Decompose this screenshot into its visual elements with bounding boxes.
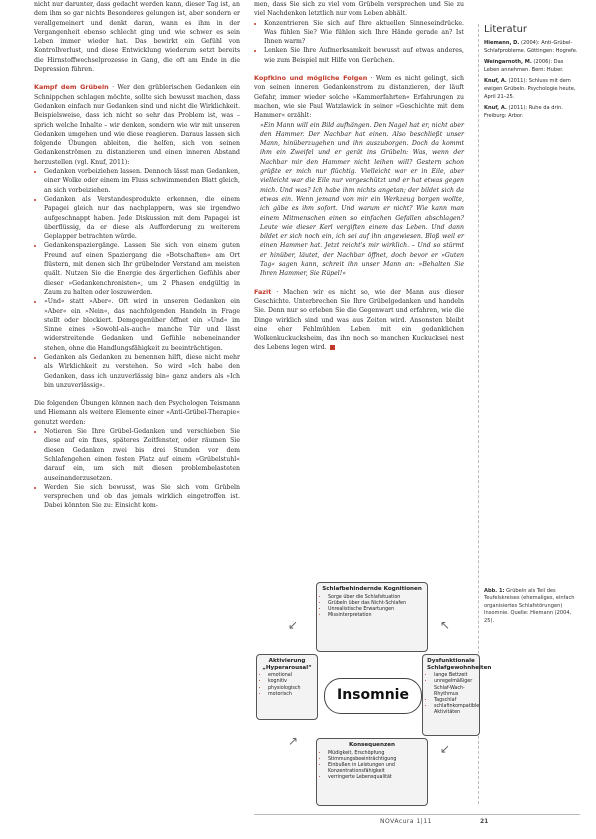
list-item: • Gedanken vorbeiziehen lassen. Dennoch lässt man Gedanken, einer Wolke oder einem im Fluss schwimmenden Blatt gleich, an sich vorbeiziehen.: [44, 167, 240, 195]
arrow-icon: ↙: [440, 742, 451, 756]
list-item: • Lenken Sie Ihre Aufmerksamkeit bewusst auf etwas anderes, wie zum Beispiel mit Hilfe von Gerüchen.: [264, 46, 464, 65]
end-square-icon: [330, 345, 335, 350]
list-item: • Gedanken als Gedanken zu benennen hilft, diese nicht mehr als Wirklichkeit zu verstehen. So wird »Ich habe den Gedanken, dass ich unzuverlässig bin« ganz anders als »Ich bin unzuverlässig«.: [44, 353, 240, 390]
paragraph-intro: nicht nur darunter, dass gedacht werden kann, dieser Tag ist, an dem ihm so gar nichts Besonderes gelungen ist, aber sondern er verallgemeinert und denkt daran, wann es ihm in der Vergangenheit ebenso schlecht ging und wie schwer es sein Leben immer wieder hat. Das bewirkt ein Gefühl von Kontrollverlust, und diese Entwicklung wiederum setzt bereits die Hirnstoffwechselprozesse in Gang, die oft am Ende in die Depression führen.: [34, 1, 240, 74]
section-lead-kopfkino: Kopfkino und mögliche Folgen: [254, 74, 368, 83]
column-sidebar: [484, 0, 580, 124]
box-schlafgewohnheiten: Dysfunktionale Schlafgewohnheiten • lange Bettzeit • unregelmäßiger Schlaf-Wach-Rhythmus • Tagschlaf • schlafinkompatible Aktivitäten: [422, 654, 480, 736]
hammer-quote: »Ein Mann will ein Bild aufhängen. Den Nagel hat er, nicht aber den Hammer. Der Nachbar hat einen. Also beschließt unser Mann, hinüberzugehen und ihn auszuborgen. Doch da kommt ihm ein Zweifel und er gerät ins Grübeln: Was, wenn der Nachbar mir den Hammer nicht leihen will? Gestern schon grüßte er mich nur flüchtig. Vielleicht war er in Eile, aber vielleicht war die Eile nur vorgeschützt und er hat etwas gegen mich. Und was? Ich habe ihm nichts angetan; der bildet sich da etwas ein. Wenn jemand von mir ein Werkzeug borgen wollte, ich gäbe es ihm sofort. Und warum er nicht? Wie kann man einem Mitmenschen einen so einfachen Gefallen abschlagen? Leute wie dieser Kerl vergiften einem das Leben. Und dann bildet er sich noch ein, ich sei auf ihn angewiesen. Bloß weil er einen Hammer hat. Jetzt reicht's mir wirklich. – Und so stürmt er hinüber, läutet, der Nachbar öffnet, doch bevor er »Guten Tag« sagen kann, schreit ihn unser Mann an: »Behalten Sie Ihren Hammer, Sie Rüpel!«: [260, 121, 464, 278]
section-text-kampf: · Wer den grüblerischen Gedanken ein Schnippchen schlagen möchte, sollte sich bewusst machen, dass Gedanken einfach nur Gedanken sind und nicht die Wirklichkeit. Beispielsweise, dass ich nicht so sehr das Problem ist, was – sprich welche Inhalte – wir denken, sondern wie wir mit unseren Gedanken umgehen und wie diese reagieren. Daraus lassen sich folgende Übungen ableiten, die helfen, sich von seinen Gedankenströmen zu distanzieren und einen inneren Abstand herzustellen (vgl. Knuf, 2011):: [34, 84, 240, 166]
list-item: • Konzentrieren Sie sich auf Ihre aktuellen Sinneseindrücke. Was fühlen Sie? Wie fühlen sich Ihre Hände gerade an? Ist Ihnen warm?: [264, 19, 464, 47]
literatur-heading: Literatur: [484, 24, 528, 35]
paragraph-kopfkino: [254, 74, 464, 120]
footer-rule: [254, 814, 580, 815]
exercise-list: [34, 167, 240, 390]
paragraph-continued: men, dass Sie sich zu viel vom Grübeln versprechen und Sie zu viel Nachdenken letztlich nur vom Leben abhält.: [254, 1, 464, 18]
paragraph-fazit: [254, 288, 464, 353]
section-text-fazit: · Machen wir es nicht so, wie der Mann aus dieser Geschichte. Unterbrechen Sie Ihre Grübelgedanken und handeln Sie. Denn nur so erleben Sie die Gegenwart und erfahren, wie die Dinge wirklich sind und was aus Zeiten wird. Ansonsten bleibt eine eher Fehlmühlen Leben mit ein gedanklichen Wolkenkuckucksheim, das ihn noch so manchen Kuckucksei nest des Lebens legen wird.: [254, 288, 464, 352]
arrow-icon: ↖: [440, 618, 451, 632]
reference-item: Weingarnoth, M. (2006): Das Leben annehmen. Bern: Huber.: [484, 59, 564, 73]
arrow-icon: ↙: [288, 618, 299, 632]
list-item: • »Und« statt »Aber«. Oft wird in unseren Gedanken ein »Aber« ein »Nein«, das nachfolgenden Handeln in Frage stellt oder blockiert. Demgegenüber öffnet ein »Und« im Sinne eines »Sowohl-als-auch« manche Tür und lässt widerstreitende Gedanken und Gefühle nebeneinander stehen, ohne die Handlungsfähigkeit zu beeinträchtigen.: [44, 297, 240, 353]
reference-item: Knuf, A. (2011): Ruhe da drin. Freiburg: Arbor.: [484, 105, 563, 119]
section-lead-kampf: Kampf dem Grübeln: [34, 83, 109, 92]
paragraph-outro: Die folgenden Übungen können nach den Psychologen Teismann und Hiemann als weitere Elemente einer »Anti-Grübel-Therapie« genutzt werden:: [34, 400, 240, 426]
page-number: 21: [480, 818, 489, 825]
box-konsequenzen: Konsequenzen • Müdigkeit, Erschöpfung • Stimmungsbeeinträchtigung • Einbußen in Leistungen und Konzentrationsfähigkeit • verringerte Lebensqualität: [316, 738, 428, 806]
sense-list: [254, 19, 464, 65]
list-item: • Gedanken als Verstandesprodukte erkennen, die einem Papagei gleich nur das nachplappern, was sie irgendwo aufgeschnappt haben. Jede Diskussion mit dem Papagei ist überflüssig, da er diese als Aufforderung zu weiterem Geplapper betrachten würde.: [44, 195, 240, 241]
insomnie-center: Insomnie: [324, 678, 422, 714]
column-left: [34, 0, 240, 511]
section-text-kopfkino: · Wem es nicht gelingt, sich von seinen inneren Gedankenstrom zu distanzieren, der läuft Gefahr, immer wieder solche »Kammerfahrten« Erfahrungen zu machen, wie sie Paul Watzlawick in seiner »Geschichte mit dem Hammer« erzählt:: [254, 75, 464, 120]
box-kognitionen: Schlafbehindernde Kognitionen • Sorge über die Schlafsituation • Grübeln über das Nicht-Schlafen • Unrealistische Erwartungen • Missinterpretation: [316, 582, 428, 652]
reference-item: Knuf, A. (2011): Schluss mit dem ewigen Grübeln. Psychologie heute, April 21–25.: [484, 78, 576, 100]
exercise-list-2: [34, 427, 240, 511]
column-middle: [254, 0, 464, 353]
reference-item: Hiemann, D. (2004): Anti-Grübel-Schlafprobleme. Göttingen: Hogrefe.: [484, 40, 578, 54]
figure-caption: Abb. 1: Grübeln als Teil des Teufelskreises (ehemaliges, einfach organisiertes Schlafstörungen) Insomnie. Quelle: Hiemann (2004, 25).: [484, 588, 575, 624]
arrow-icon: ↗: [288, 734, 299, 748]
section-lead-fazit: Fazit: [254, 287, 272, 296]
list-item: • Werden Sie sich bewusst, was Sie sich vom Grübeln versprechen und ob das jemals wirklich eingetroffen ist. Dabei könnten Sie zu: Einsicht kom-: [44, 483, 240, 511]
box-aktivierung: Aktivierung „Hyperarousal“ • emotional • kognitiv • physiologisch • motorisch: [256, 654, 318, 720]
paragraph-kampf: [34, 83, 240, 167]
magazine-name: NOVAcura 1|11: [380, 818, 432, 825]
list-item: • Notieren Sie Ihre Grübel-Gedanken und verschieben Sie diese auf ein fixes, späteres Zeitfenster, oder räumen Sie diesen Gedanken zwei bis drei Stunden vor dem Schlafengehen einen festen Platz auf einem »Grübelstuhl« darauf ein, um sich mit diesen problembelasteten auseinanderzusetzen.: [44, 427, 240, 483]
list-item: • Gedankenspaziergänge. Lassen Sie sich von einem guten Freund auf einen Spaziergang die »Botschaften« am Ort flüstern, mit denen sich Ihr grübelnder Verstand am meisten quält. Nutzen Sie die Energie des ärgerlichen Gefühls aber dieser »Gedankenchronisten«, um 2 Phasen endgültig in Zaum zu halten oder loszuwerden.: [44, 241, 240, 297]
insomnia-diagram: [254, 578, 492, 810]
